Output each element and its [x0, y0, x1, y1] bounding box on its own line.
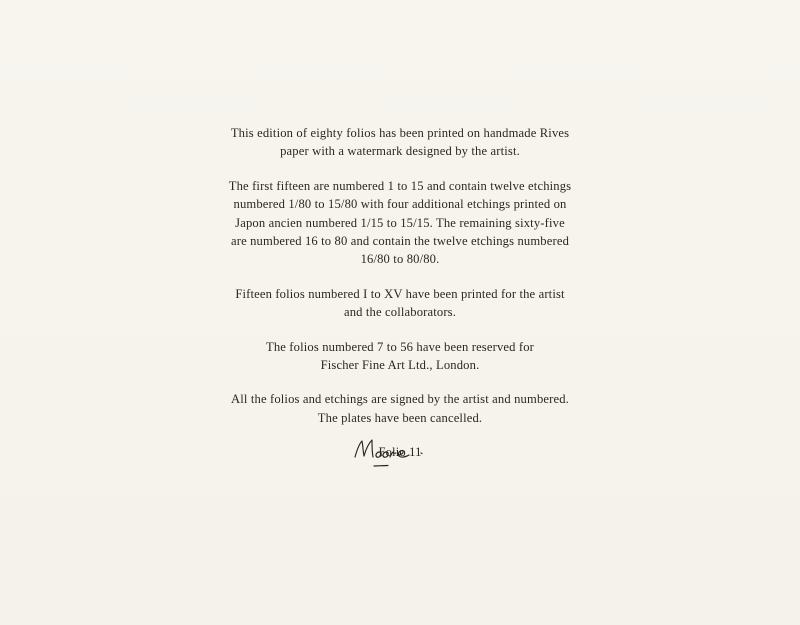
text-line: 16/80 to 80/80. — [360, 252, 440, 267]
text-line: This edition of eighty folios has been printed on handmade Rives — [230, 126, 570, 140]
reserved-statement — [0, 338, 800, 375]
signing-statement — [0, 390, 800, 427]
text-line: Fifteen folios numbered I to XV have been printed for the artist — [235, 286, 565, 301]
text-line: Fischer Fine Art Ltd., London. — [320, 358, 480, 373]
text-line: The folios numbered 7 to 56 have been reserved for — [265, 339, 535, 354]
edition-statement — [0, 124, 800, 161]
text-line: The first fifteen are numbered 1 to 15 and contain twelve etchings — [228, 178, 572, 193]
artist-signature — [346, 430, 446, 480]
text-line: numbered 1/80 to 15/80 with four additional etchings printed on — [233, 197, 567, 212]
text-line: All the folios and etchings are signed by the artist and numbered. — [231, 392, 569, 407]
artist-proofs-statement — [0, 285, 800, 322]
text-line: paper with a watermark designed by the artist. — [280, 144, 520, 159]
numbering-statement — [0, 177, 800, 269]
folio-number: Folio 11 — [378, 445, 422, 460]
text-line: Japon ancien numbered 1/15 to 15/15. The remaining sixty-five — [235, 215, 565, 230]
text-line: and the collaborators. — [343, 305, 457, 320]
text-line: are numbered 16 to 80 and contain the twelve etchings numbered — [230, 234, 570, 249]
colophon-text-block — [0, 124, 800, 478]
text-line: The plates have been cancelled. — [317, 410, 483, 425]
